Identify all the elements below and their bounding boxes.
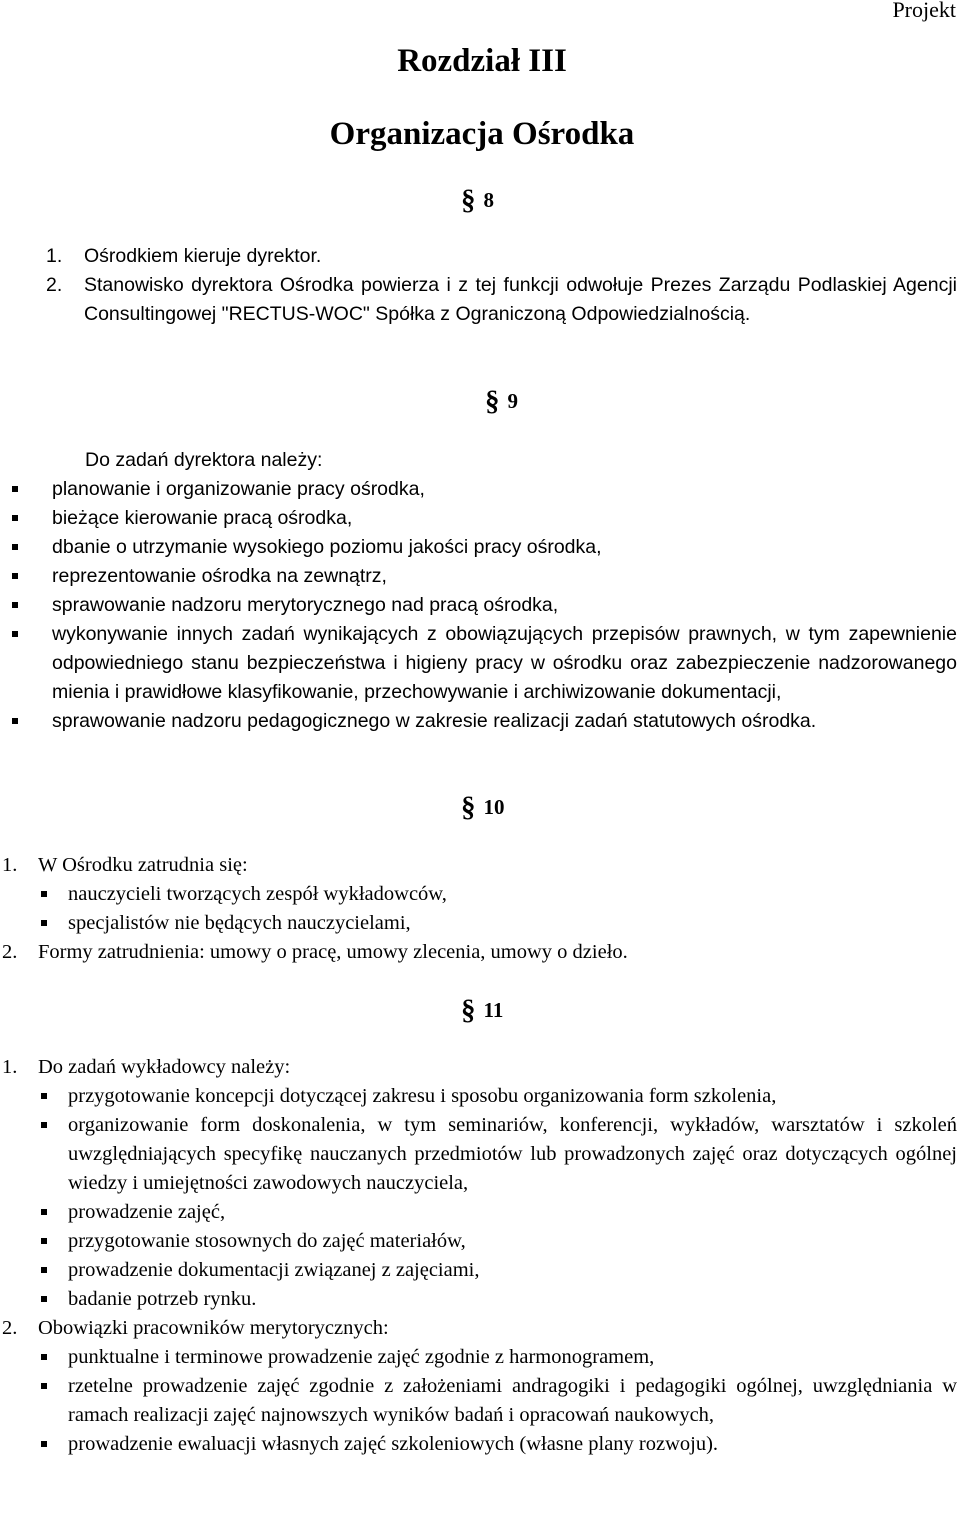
item-text: Do zadań wykładowcy należy: [38,1056,291,1078]
bullet-icon [12,718,18,724]
bullet-icon [41,1383,47,1389]
item-number: 1. [46,245,63,267]
bullet-icon [41,920,47,926]
section-sign-icon: § [461,184,476,216]
bullet-item [0,880,957,909]
document-status-label: Projekt [892,0,956,22]
list-item [0,242,957,271]
paragraph-10-list [0,851,957,967]
bullet-item [0,504,957,533]
item-text: Stanowisko dyrektora Ośrodka powierza i z tej funkcji odwołuje Prezes Zarządu Podlaskiej Agencji Consultingowej "RECTUS-WOC" Spółka z Ograniczoną Odpowiedzialnością. [84,274,957,325]
bullet-item [0,475,957,504]
bullet-text: przygotowanie koncepcji dotyczącej zakresu i sposobu organizowania form szkolenia, [68,1085,777,1107]
paragraph-9-list [0,446,957,736]
bullet-icon [41,1238,47,1244]
item-number: 2. [2,1317,18,1339]
bullet-text: prowadzenie ewaluacji własnych zajęć szkoleniowych (własne plany rozwoju). [68,1433,719,1455]
paragraph-number: 11 [483,998,504,1022]
bullet-item [0,1285,957,1314]
item-text: Formy zatrudnienia: umowy o pracę, umowy zlecenia, umowy o dzieło. [38,941,628,963]
bullet-text: bieżące kierowanie pracą ośrodka, [52,507,353,529]
bullet-icon [12,486,18,492]
bullet-icon [12,602,18,608]
bullet-text: rzetelne prowadzenie zajęć zgodnie z założeniami andragogiki i pedagogiki ogólnej, uwzględniania w ramach realizacji zajęć najnowszych wyników badań i opracowań naukowych, [68,1375,957,1426]
bullet-text: nauczycieli tworzących zespół wykładowców, [68,883,447,905]
bullet-icon [41,1267,47,1273]
bullet-icon [41,1209,47,1215]
item-number: 1. [2,854,18,876]
bullet-item [0,591,957,620]
bullet-text: wykonywanie innych zadań wynikających z obowiązujących przepisów prawnych, w tym zapewnienie odpowiedniego stanu bezpieczeństwa i higieny pracy w ośrodku oraz zabezpieczenie nadzorowanego mienia i prawidłowe klasyfikowanie, przechowywanie i archiwizowanie dokumentacji, [52,623,957,703]
list-item [0,938,957,967]
bullet-text: prowadzenie dokumentacji związanej z zajęciami, [68,1259,480,1281]
bullet-item [0,1227,957,1256]
bullet-item [0,909,957,938]
bullet-icon [41,1093,47,1099]
bullet-item [0,620,957,707]
paragraph-heading-10 [461,793,505,822]
list-item [0,1053,957,1082]
bullet-icon [41,891,47,897]
list-item [0,271,957,329]
bullet-item [0,562,957,591]
bullet-text: planowanie i organizowanie pracy ośrodka, [52,478,425,500]
bullet-item [0,1082,957,1111]
list-intro: Do zadań dyrektora należy: [85,449,323,471]
chapter-title: Rozdział III [397,43,567,79]
item-text: W Ośrodku zatrudnia się: [38,854,248,876]
list-item [0,851,957,880]
item-text: Ośrodkiem kieruje dyrektor. [84,245,322,267]
item-number: 2. [2,941,18,963]
bullet-item [0,1256,957,1285]
bullet-text: specjalistów nie będących nauczycielami, [68,912,411,934]
section-sign-icon: § [485,385,500,417]
bullet-icon [12,544,18,550]
item-number: 1. [2,1056,18,1078]
bullet-text: organizowanie form doskonalenia, w tym seminariów, konferencji, wykładów, warsztatów i szkoleń uwzględniających specyfikę nauczanych przedmiotów lub prowadzonych zajęć oraz dotyczących ogólnej wiedzy i umiejętności zawodowych nauczyciela, [68,1114,957,1194]
bullet-text: sprawowanie nadzoru pedagogicznego w zakresie realizacji zadań statutowych ośrodka. [52,710,817,732]
paragraph-heading-11 [461,996,503,1025]
paragraph-number: 10 [483,795,505,819]
bullet-item [0,1111,957,1198]
bullet-text: punktualne i terminowe prowadzenie zajęć zgodnie z harmonogramem, [68,1346,655,1368]
bullet-item [0,1430,957,1459]
paragraph-heading-9 [485,387,518,416]
paragraph-8-list [0,242,957,329]
bullet-item [0,533,957,562]
bullet-text: przygotowanie stosownych do zajęć materiałów, [68,1230,466,1252]
bullet-icon [12,515,18,521]
paragraph-heading-8 [461,186,494,215]
bullet-text: badanie potrzeb rynku. [68,1288,257,1310]
bullet-text: dbanie o utrzymanie wysokiego poziomu jakości pracy ośrodka, [52,536,602,558]
section-sign-icon: § [461,791,476,823]
paragraph-11-list [0,1053,957,1459]
bullet-text: reprezentowanie ośrodka na zewnątrz, [52,565,387,587]
bullet-item [0,1198,957,1227]
bullet-icon [41,1296,47,1302]
section-sign-icon: § [461,994,476,1026]
bullet-icon [41,1122,47,1128]
bullet-icon [12,573,18,579]
list-item [0,1314,957,1343]
paragraph-number: 9 [507,389,518,413]
chapter-subtitle: Organizacja Ośrodka [329,116,635,152]
bullet-item [0,1343,957,1372]
bullet-icon [41,1441,47,1447]
paragraph-number: 8 [483,188,494,212]
bullet-text: prowadzenie zajęć, [68,1201,226,1223]
bullet-icon [41,1354,47,1360]
bullet-item [0,1372,957,1430]
bullet-icon [12,631,18,637]
bullet-text: sprawowanie nadzoru merytorycznego nad pracą ośrodka, [52,594,559,616]
item-text: Obowiązki pracowników merytorycznych: [38,1317,389,1339]
bullet-item [0,707,957,736]
item-number: 2. [46,274,63,296]
